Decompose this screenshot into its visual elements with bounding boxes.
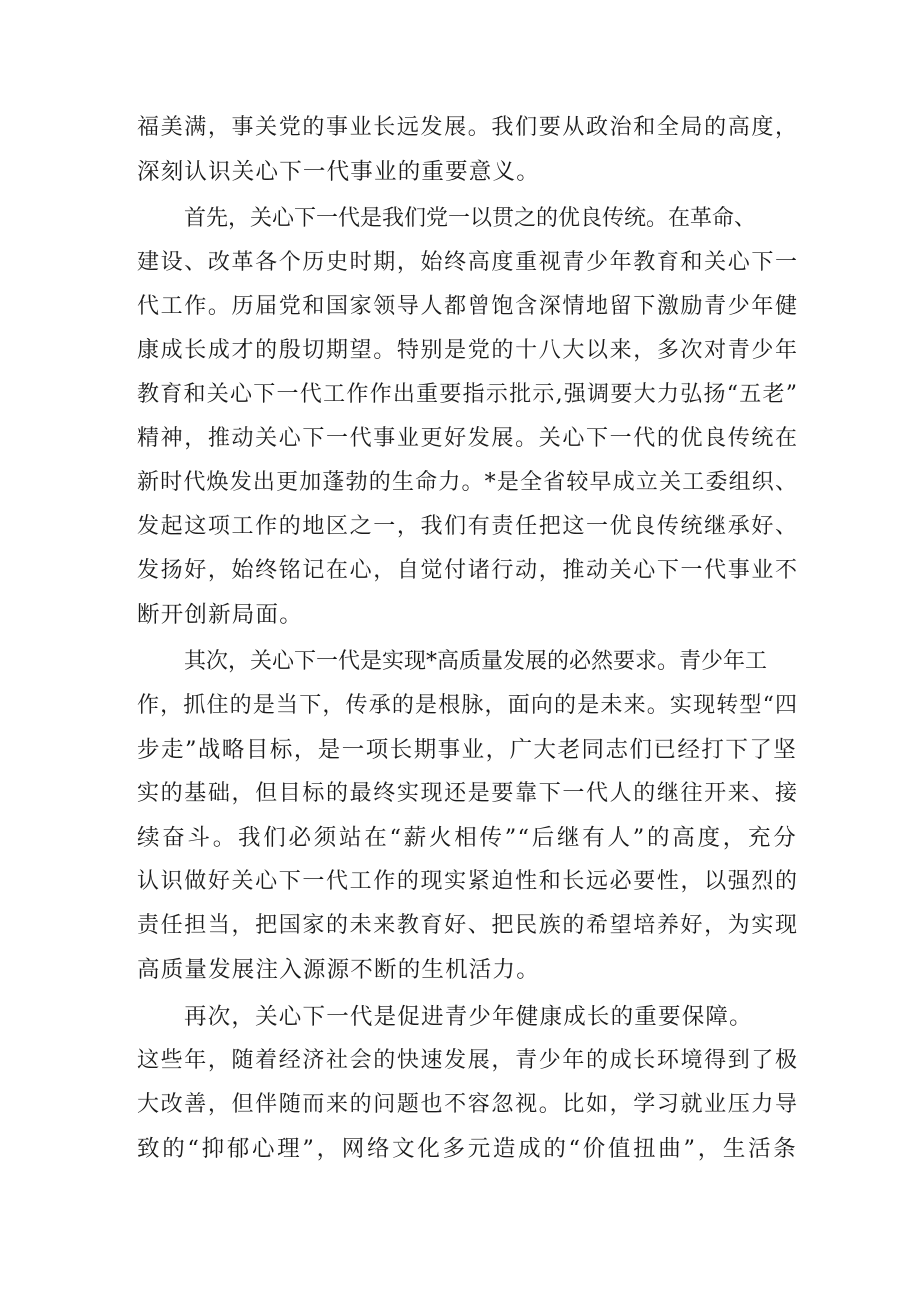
body-text-line: 断开创新局面。 bbox=[137, 602, 303, 628]
body-text-line: 步走”战略目标，是一项长期事业，广大老同志们已经打下了坚 bbox=[137, 737, 797, 763]
body-text-line: 福美满，事关党的事业长远发展。我们要从政治和全局的高度， bbox=[137, 115, 797, 140]
body-text-line: 认识做好关心下一代工作的现实紧迫性和长远必要性，以强烈的 bbox=[137, 869, 797, 894]
paragraph-first-line: 其次，关心下一代是实现*高质量发展的必然要求。青少年工 bbox=[184, 649, 768, 674]
paragraph-first-line: 再次，关心下一代是促进青少年健康成长的重要保障。 bbox=[184, 1004, 753, 1030]
body-text-line: 大改善，但伴随而来的问题也不容忽视。比如，学习就业压力导 bbox=[137, 1092, 797, 1117]
body-text-line: 致的“抑郁心理”，网络文化多元造成的“价值扭曲”，生活条 bbox=[137, 1136, 797, 1162]
body-text-line: 责任担当，把国家的未来教育好、把民族的希望培养好，为实现 bbox=[137, 913, 797, 938]
body-text-line: 发起这项工作的地区之一，我们有责任把这一优良传统继承好、 bbox=[137, 514, 797, 539]
body-text-line: 续奋斗。我们必须站在“薪火相传”“后继有人”的高度，充分 bbox=[137, 825, 797, 851]
body-text-line: 高质量发展注入源源不断的生机活力。 bbox=[137, 957, 540, 983]
body-text-line: 实的基础，但目标的最终实现还是要靠下一代人的继往开来、接 bbox=[137, 781, 797, 806]
body-text-line: 这些年，随着经济社会的快速发展，青少年的成长环境得到了极 bbox=[137, 1048, 797, 1073]
body-text-line: 发扬好，始终铭记在心，自觉付诸行动，推动关心下一代事业不 bbox=[137, 558, 797, 583]
body-text-line: 精神，推动关心下一代事业更好发展。关心下一代的优良传统在 bbox=[137, 426, 797, 451]
body-text-line: 作，抓住的是当下，传承的是根脉，面向的是未来。实现转型“四 bbox=[137, 693, 797, 718]
body-text-line: 建设、改革各个历史时期，始终高度重视青少年教育和关心下一 bbox=[137, 250, 797, 275]
body-text-line: 代工作。历届党和国家领导人都曾饱含深情地留下激励青少年健 bbox=[137, 294, 797, 319]
body-text-line: 深刻认识关心下一代事业的重要意义。 bbox=[137, 159, 540, 185]
body-text-line: 教育和关心下一代工作作出重要指示批示,强调要大力弘扬“五老” bbox=[137, 382, 797, 407]
paragraph-first-line: 首先，关心下一代是我们党一以贯之的优良传统。在革命、 bbox=[184, 206, 757, 231]
body-text-line: 新时代焕发出更加蓬勃的生命力。*是全省较早成立关工委组织、 bbox=[137, 470, 797, 495]
body-text-line: 康成长成才的殷切期望。特别是党的十八大以来，多次对青少年 bbox=[137, 338, 797, 363]
